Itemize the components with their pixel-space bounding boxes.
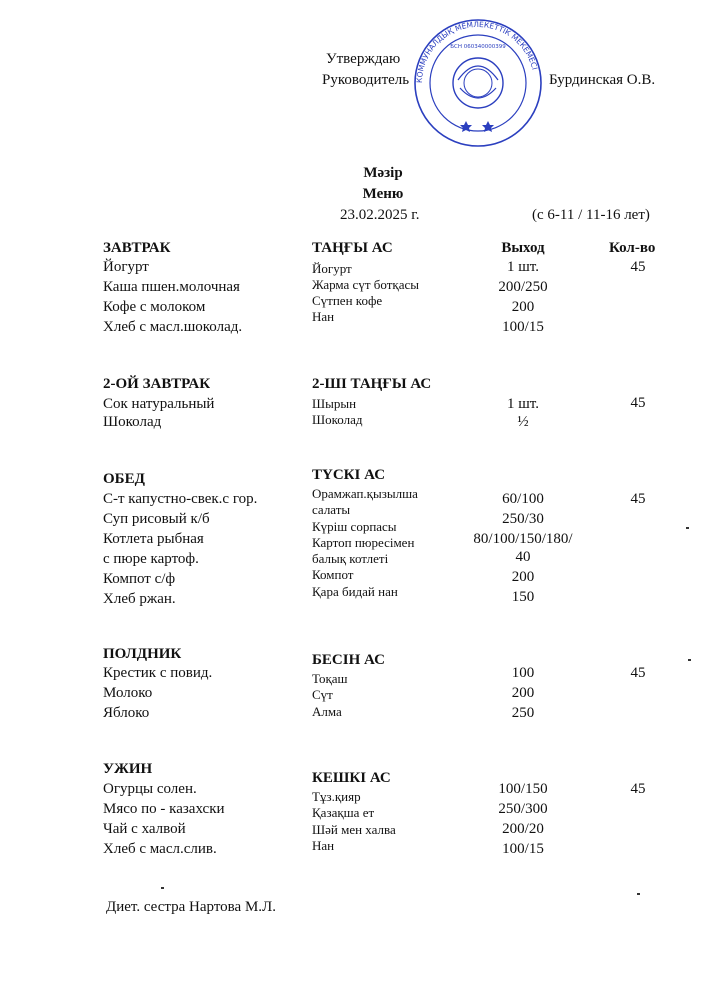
stamp-ring-text: КОММУНАЛДЫҚ МЕМЛЕКЕТТІК МЕКЕМЕСІ [414, 19, 540, 84]
title-ru: Меню [362, 186, 404, 202]
output-value: 100/150 [498, 781, 548, 797]
meal-title-kz: ТАҢҒЫ АС [312, 240, 393, 256]
kz-item: Нан [312, 309, 335, 324]
kz-item: Күріш сорпасы [312, 519, 397, 534]
output-value: 60/100 [502, 491, 544, 507]
kz-item: Орамжап.қызылша [312, 486, 418, 501]
output-value: ½ [517, 414, 529, 430]
kz-item: Алма [312, 704, 342, 719]
ru-item: Шоколад [103, 414, 162, 430]
meal-title-kz: БЕСІН АС [312, 652, 385, 668]
output-value: 100 [511, 665, 535, 681]
ru-item: Хлеб ржан. [103, 591, 176, 607]
column-output-header: Выход [501, 240, 545, 256]
output-value: 1 шт. [507, 396, 539, 412]
output-value: 1 шт. [507, 259, 539, 275]
menu-date: 23.02.2025 г. [340, 207, 420, 223]
kz-item: Нан [312, 838, 335, 853]
approval-position: Руководитель [322, 72, 410, 88]
ru-item: Хлеб с масл.шоколад. [103, 319, 243, 335]
output-value: 250/300 [498, 801, 548, 817]
stamp-center-text: БСН 060340000399 [450, 44, 506, 50]
ru-item: Кофе с молоком [103, 299, 206, 315]
ru-item: Крестик с повид. [103, 665, 213, 681]
meal-title-ru: ПОЛДНИК [103, 646, 182, 662]
meal-qty: 45 [630, 395, 646, 411]
meal-title-ru: УЖИН [103, 761, 153, 777]
kz-item: Тоқаш [312, 671, 348, 686]
output-value: 250/30 [502, 511, 544, 527]
output-value: 200 [511, 569, 535, 585]
dietitian-signature: Диет. сестра Нартова М.Л. [106, 899, 276, 915]
meal-title-ru: ОБЕД [103, 471, 145, 487]
ru-item: Хлеб с масл.слив. [103, 841, 217, 857]
kz-item: Шырын [312, 396, 357, 411]
meal-qty: 45 [630, 259, 646, 275]
ru-item: С-т капустно-свек.с гор. [103, 491, 258, 507]
kz-item: Қара бидай нан [312, 584, 398, 599]
kz-item: Сүт [312, 687, 333, 702]
output-value: 100/15 [502, 841, 544, 857]
ru-item: Каша пшен.молочная [103, 279, 240, 295]
kz-item: Жарма сүт ботқасы [312, 277, 419, 292]
meal-qty: 45 [630, 781, 646, 797]
kz-item: Йогурт [312, 261, 352, 276]
official-stamp [408, 18, 548, 148]
column-qty-header: Кол-во [609, 240, 656, 256]
title-kz: Мәзір [363, 165, 403, 181]
kz-item: салаты [312, 502, 351, 517]
kz-item: Қазақша ет [312, 805, 375, 820]
ru-item: Компот с/ф [103, 571, 176, 587]
approval-name: Бурдинская О.В. [549, 72, 656, 88]
output-value: 200 [511, 685, 535, 701]
kz-item: Картоп пюресімен [312, 535, 415, 550]
ru-item: Огурцы солен. [103, 781, 197, 797]
scan-speck [161, 887, 164, 889]
output-value: 100/15 [502, 319, 544, 335]
ru-item: Котлета рыбная [103, 531, 204, 547]
output-value: 200/20 [502, 821, 544, 837]
stamp-emblem-wings [458, 66, 498, 80]
ru-item: Мясо по - казахски [103, 801, 225, 817]
kz-item: Сүтпен кофе [312, 293, 383, 308]
ru-item: Чай с халвой [103, 821, 186, 837]
meal-qty: 45 [630, 665, 646, 681]
output-value: 150 [511, 589, 535, 605]
meal-title-kz: ТҮСКІ АС [312, 467, 386, 483]
meal-title-kz: 2-ШІ ТАҢҒЫ АС [312, 376, 432, 392]
ru-item: Йогурт [103, 259, 149, 275]
scan-speck [686, 527, 689, 529]
ru-item: Молоко [103, 685, 153, 701]
age-range: (с 6-11 / 11-16 лет) [532, 207, 650, 223]
output-value: 200 [511, 299, 535, 315]
meal-title-ru: 2-ОЙ ЗАВТРАК [103, 376, 211, 392]
output-value: 80/100/150/180/ [473, 531, 573, 547]
output-value: 200/250 [498, 279, 548, 295]
meal-title-ru: ЗАВТРАК [103, 240, 171, 256]
output-value: 250 [511, 705, 535, 721]
ru-item: Суп рисовый к/б [103, 511, 210, 527]
scan-speck [637, 893, 640, 895]
kz-item: Тұз.қияр [312, 789, 361, 804]
kz-item: Компот [312, 567, 354, 582]
approval-approve: Утверждаю [326, 51, 401, 67]
ru-item: Сок натуральный [103, 396, 215, 412]
kz-item: Шоколад [312, 412, 363, 427]
scan-speck [688, 659, 691, 661]
meal-title-kz: КЕШКІ АС [312, 770, 391, 786]
ru-item: Яблоко [103, 705, 150, 721]
stamp-emblem-core [464, 69, 492, 97]
ru-item: с пюре картоф. [103, 551, 199, 567]
kz-item: Шәй мен халва [312, 822, 396, 837]
meal-qty: 45 [630, 491, 646, 507]
kz-item: балық котлеті [312, 551, 389, 566]
output-value: 40 [515, 549, 531, 565]
